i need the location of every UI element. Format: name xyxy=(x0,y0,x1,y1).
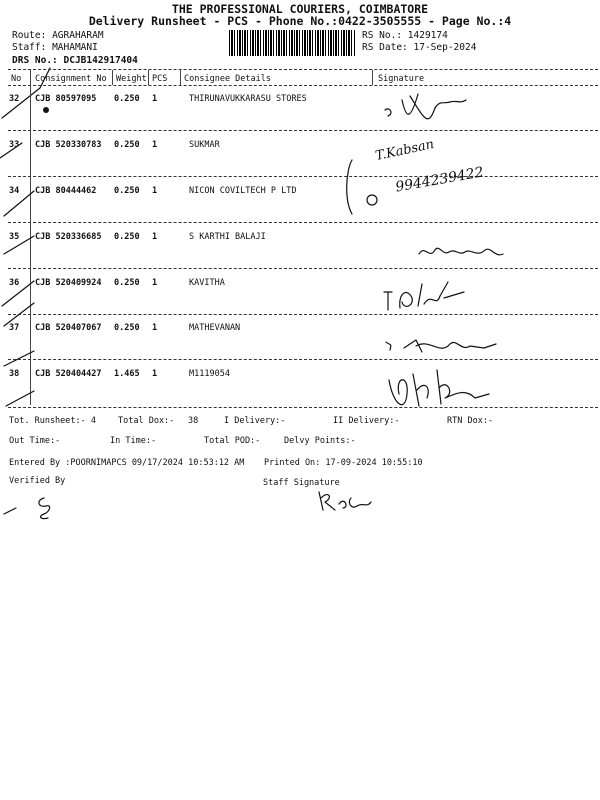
row-pcs: 1 xyxy=(152,140,158,150)
row-divider xyxy=(8,314,598,315)
rs-no-row xyxy=(362,30,448,41)
staff-signature-label: Staff Signature xyxy=(263,478,340,488)
row-weight: 0.250 xyxy=(114,323,140,333)
row-no: 32 xyxy=(9,94,20,104)
row-consignee: KAVITHA xyxy=(189,278,225,288)
total-dox-label: Total Dox:- xyxy=(118,416,175,426)
row-divider xyxy=(8,222,598,223)
rs-no-label: RS No.: xyxy=(362,30,403,41)
table-row xyxy=(0,186,600,233)
row-weight: 0.250 xyxy=(114,140,140,150)
entered-by: Entered By :POORNIMAPCS 09/17/2024 10:53:12 AM xyxy=(9,458,245,468)
col-pcs: PCS xyxy=(152,74,168,84)
handwritten-name-row-33: T.Kabsan xyxy=(374,136,436,165)
table-row xyxy=(0,232,600,279)
staff-signature xyxy=(315,488,375,514)
row-no: 37 xyxy=(9,323,20,333)
row-consignment: CJB 80597095 xyxy=(35,94,97,104)
row-consignee: NICON COVILTECH P LTD xyxy=(189,186,297,196)
signature-row-37 xyxy=(380,330,500,360)
col-signature: Signature xyxy=(378,74,425,84)
row-divider xyxy=(8,268,598,269)
table-row xyxy=(0,323,600,370)
row-divider xyxy=(8,359,598,360)
row-pcs: 1 xyxy=(152,94,158,104)
verified-signature xyxy=(0,492,70,522)
row-weight: 0.250 xyxy=(114,278,140,288)
row-consignment: CJB 520404427 xyxy=(35,369,102,379)
company-title: THE PROFESSIONAL COURIERS, COIMBATORE xyxy=(171,2,429,16)
row-consignment: CJB 80444462 xyxy=(35,186,97,196)
row-no: 38 xyxy=(9,369,20,379)
col-weight: Weight xyxy=(116,74,147,84)
table-row xyxy=(0,140,600,187)
row-pcs: 1 xyxy=(152,232,158,242)
rs-date-row xyxy=(362,42,476,53)
row-divider xyxy=(8,176,598,177)
col-separator xyxy=(148,70,149,85)
signature-row-35 xyxy=(415,240,505,266)
row-pcs: 1 xyxy=(152,278,158,288)
col-consignee: Consignee Details xyxy=(184,74,271,84)
signature-row-36 xyxy=(378,278,473,318)
col-separator xyxy=(372,70,373,85)
row-weight: 1.465 xyxy=(114,369,140,379)
table-row xyxy=(0,369,600,416)
tot-runsheet: Tot. Runsheet:- 4 xyxy=(9,416,96,426)
rs-no-value: 1429174 xyxy=(407,30,448,41)
in-time: In Time:- xyxy=(110,436,157,446)
row-consignee: M1119054 xyxy=(189,369,230,379)
runsheet-title: Delivery Runsheet - PCS - Phone No.:0422-3505555 - Page No.:4 xyxy=(88,14,512,28)
row-weight: 0.250 xyxy=(114,232,140,242)
row-pcs: 1 xyxy=(152,186,158,196)
row-consignee: MATHEVANAN xyxy=(189,323,241,333)
signature-row-32 xyxy=(380,88,490,133)
col-separator xyxy=(180,70,181,85)
row-consignment: CJB 520407067 xyxy=(35,323,102,333)
staff-value: MAHAMANI xyxy=(52,42,98,53)
row-divider xyxy=(8,130,598,131)
row-pcs: 1 xyxy=(152,323,158,333)
row-consignment: CJB 520330783 xyxy=(35,140,102,150)
row-no: 33 xyxy=(9,140,20,150)
total-dox-value: 38 xyxy=(188,416,199,426)
row-divider xyxy=(8,407,598,408)
row-pcs: 1 xyxy=(152,369,158,379)
ii-delivery: II Delivery:- xyxy=(333,416,400,426)
table-rule-header xyxy=(8,85,598,86)
out-time: Out Time:- xyxy=(9,436,61,446)
row-no: 35 xyxy=(9,232,20,242)
col-consignment: Consignment No xyxy=(35,74,107,84)
row-weight: 0.250 xyxy=(114,94,140,104)
row-consignee: THIRUNAVUKKARASU STORES xyxy=(189,94,307,104)
rs-date-value: 17-Sep-2024 xyxy=(413,42,477,53)
route-value: AGRAHARAM xyxy=(52,30,104,41)
handwritten-phone-row-34: 9944239422 xyxy=(394,164,485,196)
printed-on: Printed On: 17-09-2024 10:55:10 xyxy=(264,458,423,468)
row-weight: 0.250 xyxy=(114,186,140,196)
row-consignment: CJB 520409924 xyxy=(35,278,102,288)
delvy-points: Delvy Points:- xyxy=(284,436,356,446)
staff-label: Staff: xyxy=(12,42,47,53)
route-label: Route: xyxy=(12,30,47,41)
table-rule-top xyxy=(8,69,598,70)
row-tick-marks xyxy=(0,86,40,416)
signature-row-38 xyxy=(385,364,495,416)
col-separator xyxy=(112,70,113,85)
row-no: 34 xyxy=(9,186,20,196)
row-consignment: CJB 520336685 xyxy=(35,232,102,242)
drs-label: DRS No.: xyxy=(12,55,58,66)
row-consignee: SUKMAR xyxy=(189,140,220,150)
verified-by-label: Verified By xyxy=(9,476,66,486)
rtn-dox: RTN Dox:- xyxy=(447,416,494,426)
drs-value: DCJB142917404 xyxy=(63,55,138,66)
total-pod: Total POD:- xyxy=(204,436,261,446)
route-row xyxy=(12,30,104,41)
barcode xyxy=(229,30,356,56)
row-no: 36 xyxy=(9,278,20,288)
col-no: No xyxy=(11,74,22,84)
row-consignee: S KARTHI BALAJI xyxy=(189,232,266,242)
table-row xyxy=(0,278,600,325)
table-row xyxy=(0,94,600,141)
rs-date-label: RS Date: xyxy=(362,42,408,53)
i-delivery: I Delivery:- xyxy=(224,416,286,426)
